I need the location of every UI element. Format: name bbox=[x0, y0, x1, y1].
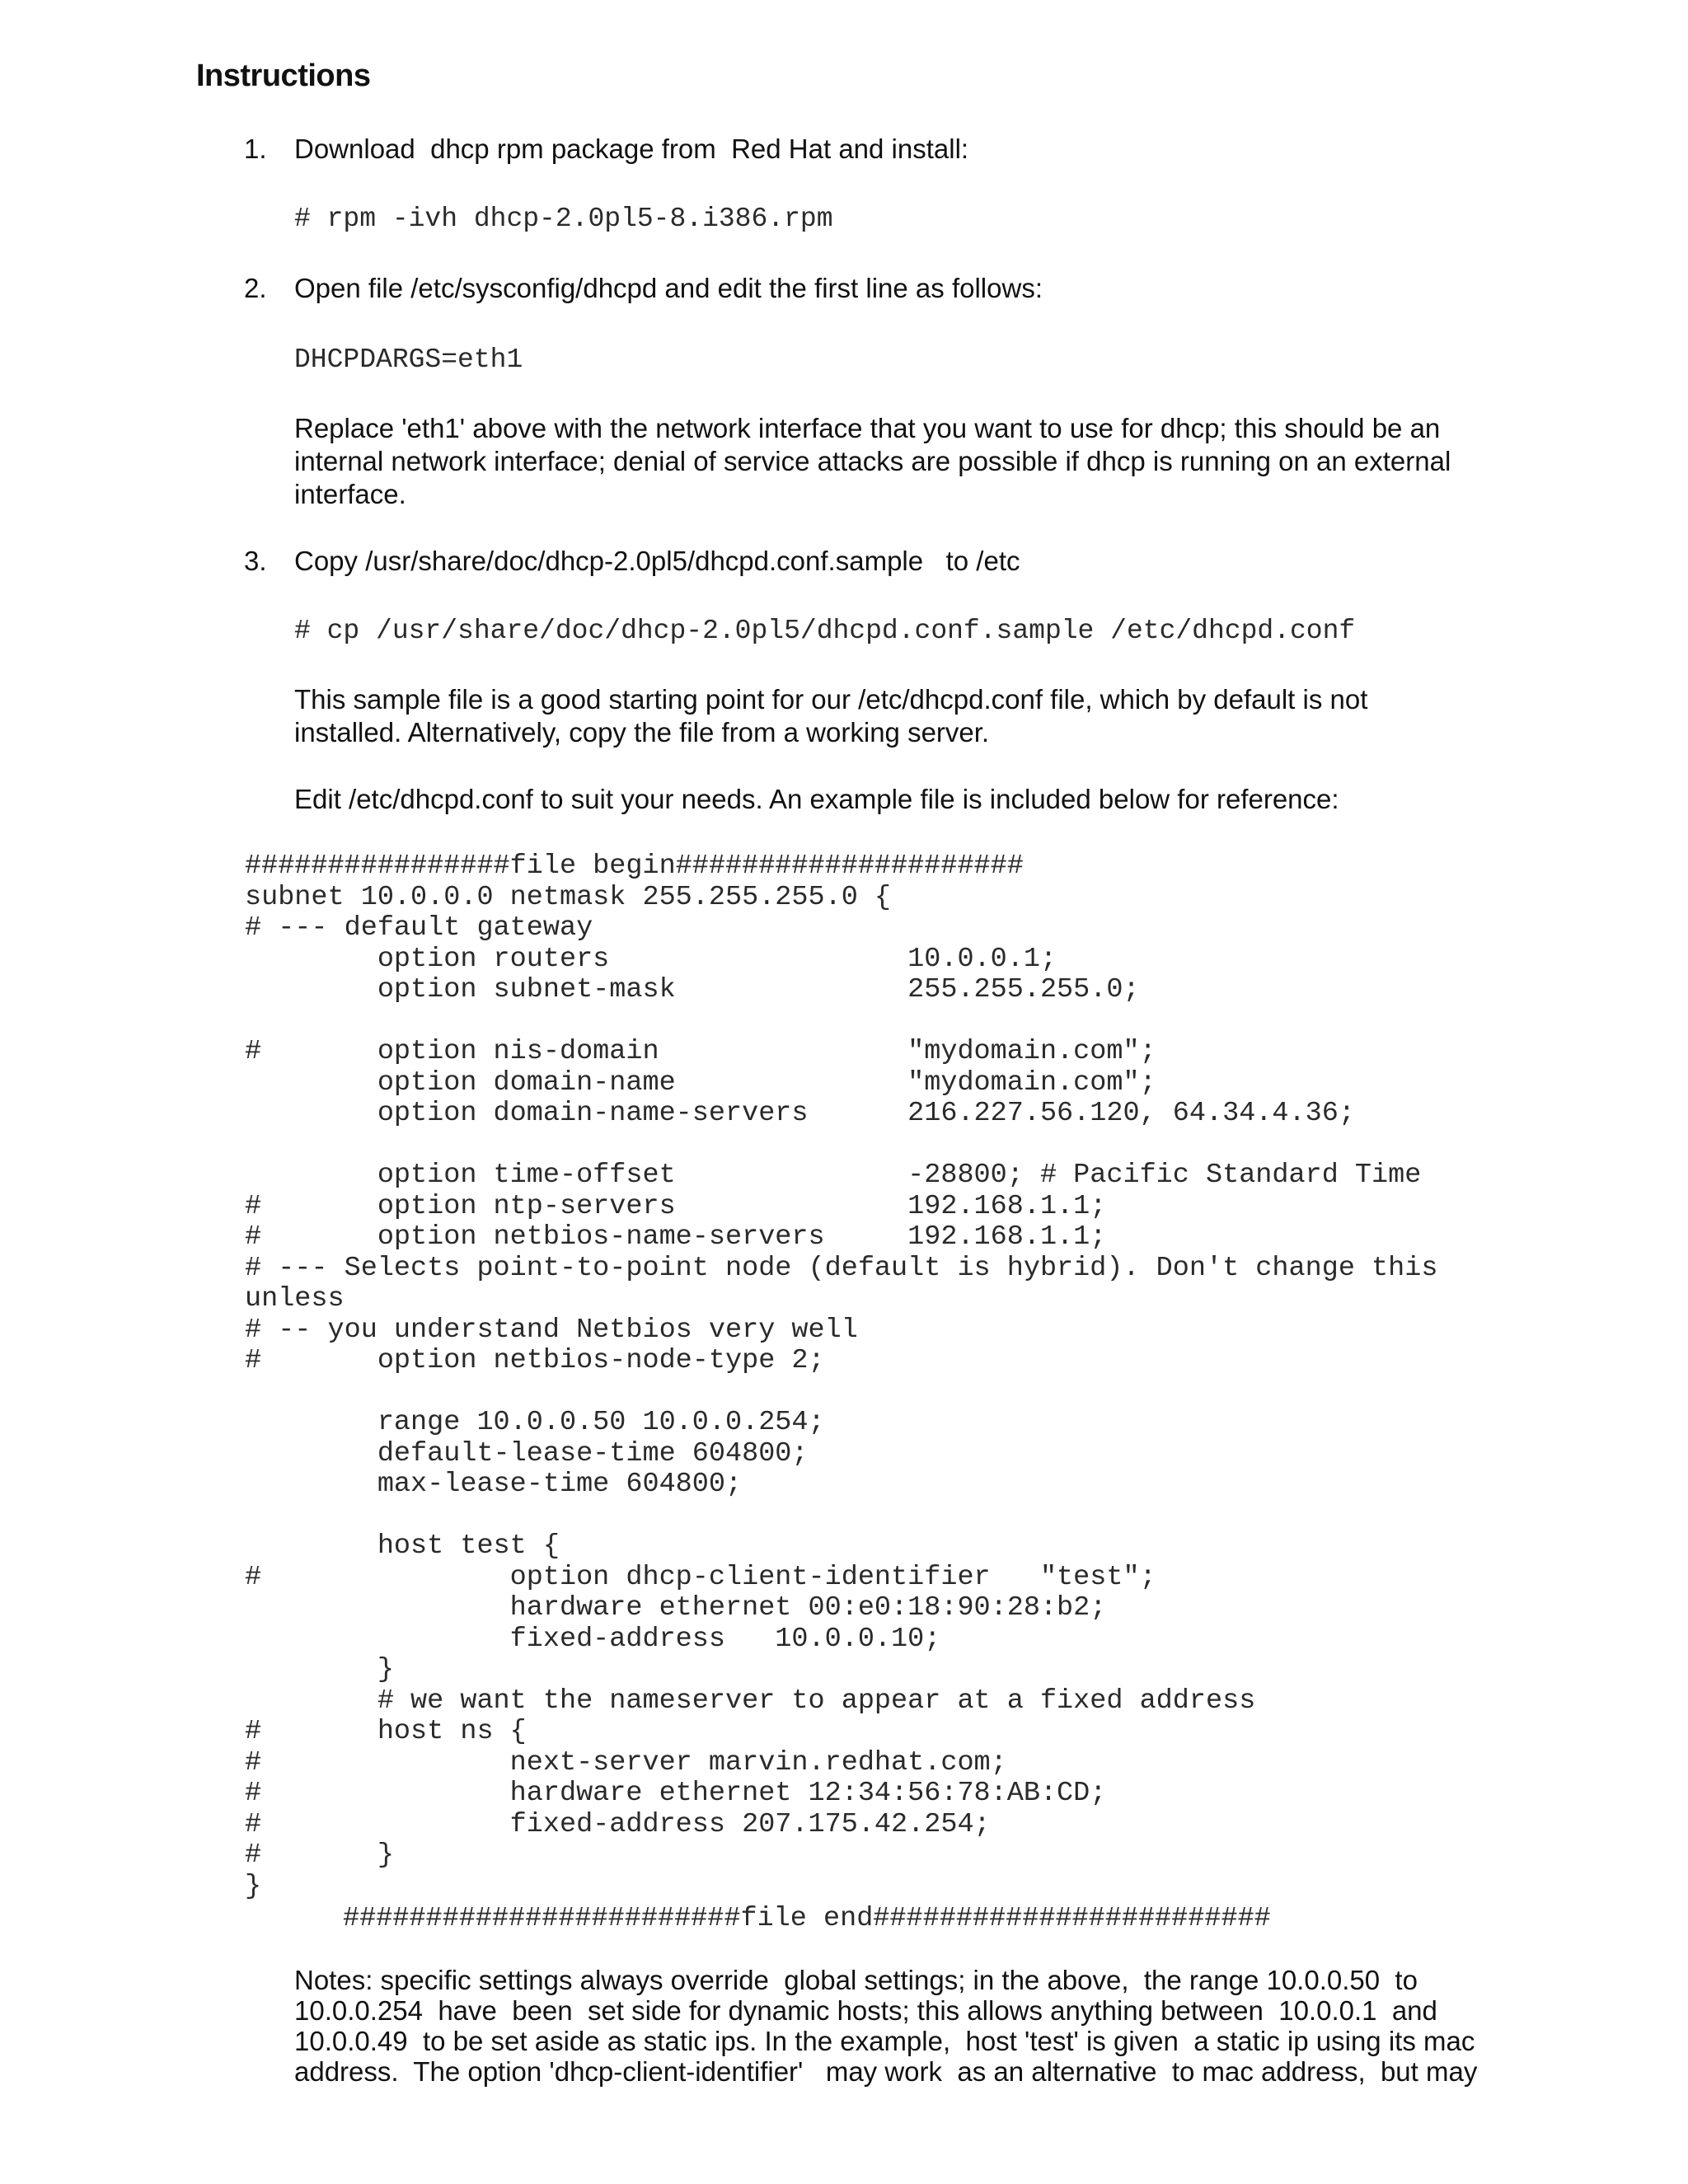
config-line: range 10.0.0.50 10.0.0.254; bbox=[245, 1407, 825, 1438]
config-line: max-lease-time 604800; bbox=[245, 1469, 743, 1500]
config-line: option routers 10.0.0.1; bbox=[245, 943, 1057, 975]
step-number: 2. bbox=[244, 273, 267, 303]
config-line bbox=[245, 1377, 1437, 1408]
config-file-listing bbox=[245, 851, 1437, 1902]
config-line: # fixed-address 207.175.42.254; bbox=[245, 1808, 991, 1840]
config-line: option subnet-mask 255.255.255.0; bbox=[245, 974, 1140, 1005]
step-note: This sample file is a good starting point for our /etc/dhcpd.conf file, which by default is not installed. Alternatively, copy the file from a working server. bbox=[294, 684, 1368, 748]
config-line: # hardware ethernet 12:34:56:78:AB:CD; bbox=[245, 1778, 1107, 1809]
step-number: 3. bbox=[244, 546, 267, 576]
config-line: # -- you understand Netbios very well bbox=[245, 1314, 858, 1346]
step-command: # cp /usr/share/doc/dhcp-2.0pl5/dhcpd.conf.sample /etc/dhcpd.conf bbox=[294, 616, 1356, 646]
config-line: # next-server marvin.redhat.com; bbox=[245, 1746, 1007, 1779]
notes-line: Notes: specific settings always override global settings; in the above, the range 10.0.0.50 to bbox=[294, 1965, 1418, 1995]
step-command: # rpm -ivh dhcp-2.0pl5-8.i386.rpm bbox=[294, 204, 833, 234]
config-line: # option ntp-servers 192.168.1.1; bbox=[245, 1190, 1107, 1222]
config-line: option domain-name-servers 216.227.56.120, 64.34.4.36; bbox=[245, 1098, 1355, 1129]
config-line: # option dhcp-client-identifier "test"; bbox=[245, 1561, 1156, 1593]
config-line: unless bbox=[245, 1283, 345, 1315]
config-line: } bbox=[245, 1654, 394, 1685]
notes-line: 10.0.0.254 have been set side for dynamic hosts; this allows anything between 10.0.0.1 and bbox=[294, 1995, 1437, 2026]
config-line: # host ns { bbox=[245, 1716, 527, 1747]
step-text: Download dhcp rpm package from Red Hat and install: bbox=[294, 134, 969, 164]
page-title: Instructions bbox=[196, 59, 371, 93]
notes-line: 10.0.0.49 to be set aside as static ips. In the example, host 'test' is given a static ip using its mac bbox=[294, 2026, 1475, 2056]
config-line: # option netbios-name-servers 192.168.1.1; bbox=[245, 1221, 1107, 1253]
step-note: Replace 'eth1' above with the network interface that you want to use for dhcp; this should be an internal network interface; denial of service attacks are possible if dhcp is running on an external interface. bbox=[294, 413, 1451, 509]
config-line bbox=[245, 1130, 1437, 1161]
step-command: DHCPDARGS=eth1 bbox=[294, 344, 523, 375]
config-line: # --- Selects point-to-point node (default is hybrid). Don't change this bbox=[245, 1252, 1438, 1284]
config-line: # option netbios-node-type 2; bbox=[245, 1345, 825, 1376]
config-line: option domain-name "mydomain.com"; bbox=[245, 1066, 1156, 1099]
config-line: # we want the nameserver to appear at a fixed address bbox=[245, 1685, 1256, 1717]
config-line: } bbox=[245, 1870, 262, 1902]
step-number: 1. bbox=[244, 134, 267, 164]
notes-line: address. The option 'dhcp-client-identifier' may work as an alternative to mac address, but may bbox=[294, 2056, 1478, 2087]
config-line: host test { bbox=[245, 1530, 560, 1562]
notes-paragraph bbox=[294, 1965, 1481, 2087]
config-line: hardware ethernet 00:e0:18:90:28:b2; bbox=[245, 1592, 1107, 1624]
config-line: # option nis-domain "mydomain.com"; bbox=[245, 1036, 1156, 1067]
config-end-marker: ########################file end######################## bbox=[343, 1903, 1271, 1934]
config-line bbox=[245, 1501, 1437, 1532]
config-line: option time-offset -28800; # Pacific Standard Time bbox=[245, 1160, 1422, 1191]
config-line: fixed-address 10.0.0.10; bbox=[245, 1623, 941, 1655]
config-line: default-lease-time 604800; bbox=[245, 1437, 809, 1469]
config-line: subnet 10.0.0.0 netmask 255.255.255.0 { bbox=[245, 881, 892, 913]
config-line: # } bbox=[245, 1840, 394, 1871]
step-text: Copy /usr/share/doc/dhcp-2.0pl5/dhcpd.conf.sample to /etc bbox=[294, 546, 1020, 576]
config-line: ################file begin##################### bbox=[245, 851, 1024, 882]
step-note-edit: Edit /etc/dhcpd.conf to suit your needs. An example file is included below for reference: bbox=[294, 784, 1339, 814]
config-line: # --- default gateway bbox=[245, 912, 593, 944]
step-text: Open file /etc/sysconfig/dhcpd and edit the first line as follows: bbox=[294, 273, 1043, 303]
config-line bbox=[245, 1006, 1437, 1038]
